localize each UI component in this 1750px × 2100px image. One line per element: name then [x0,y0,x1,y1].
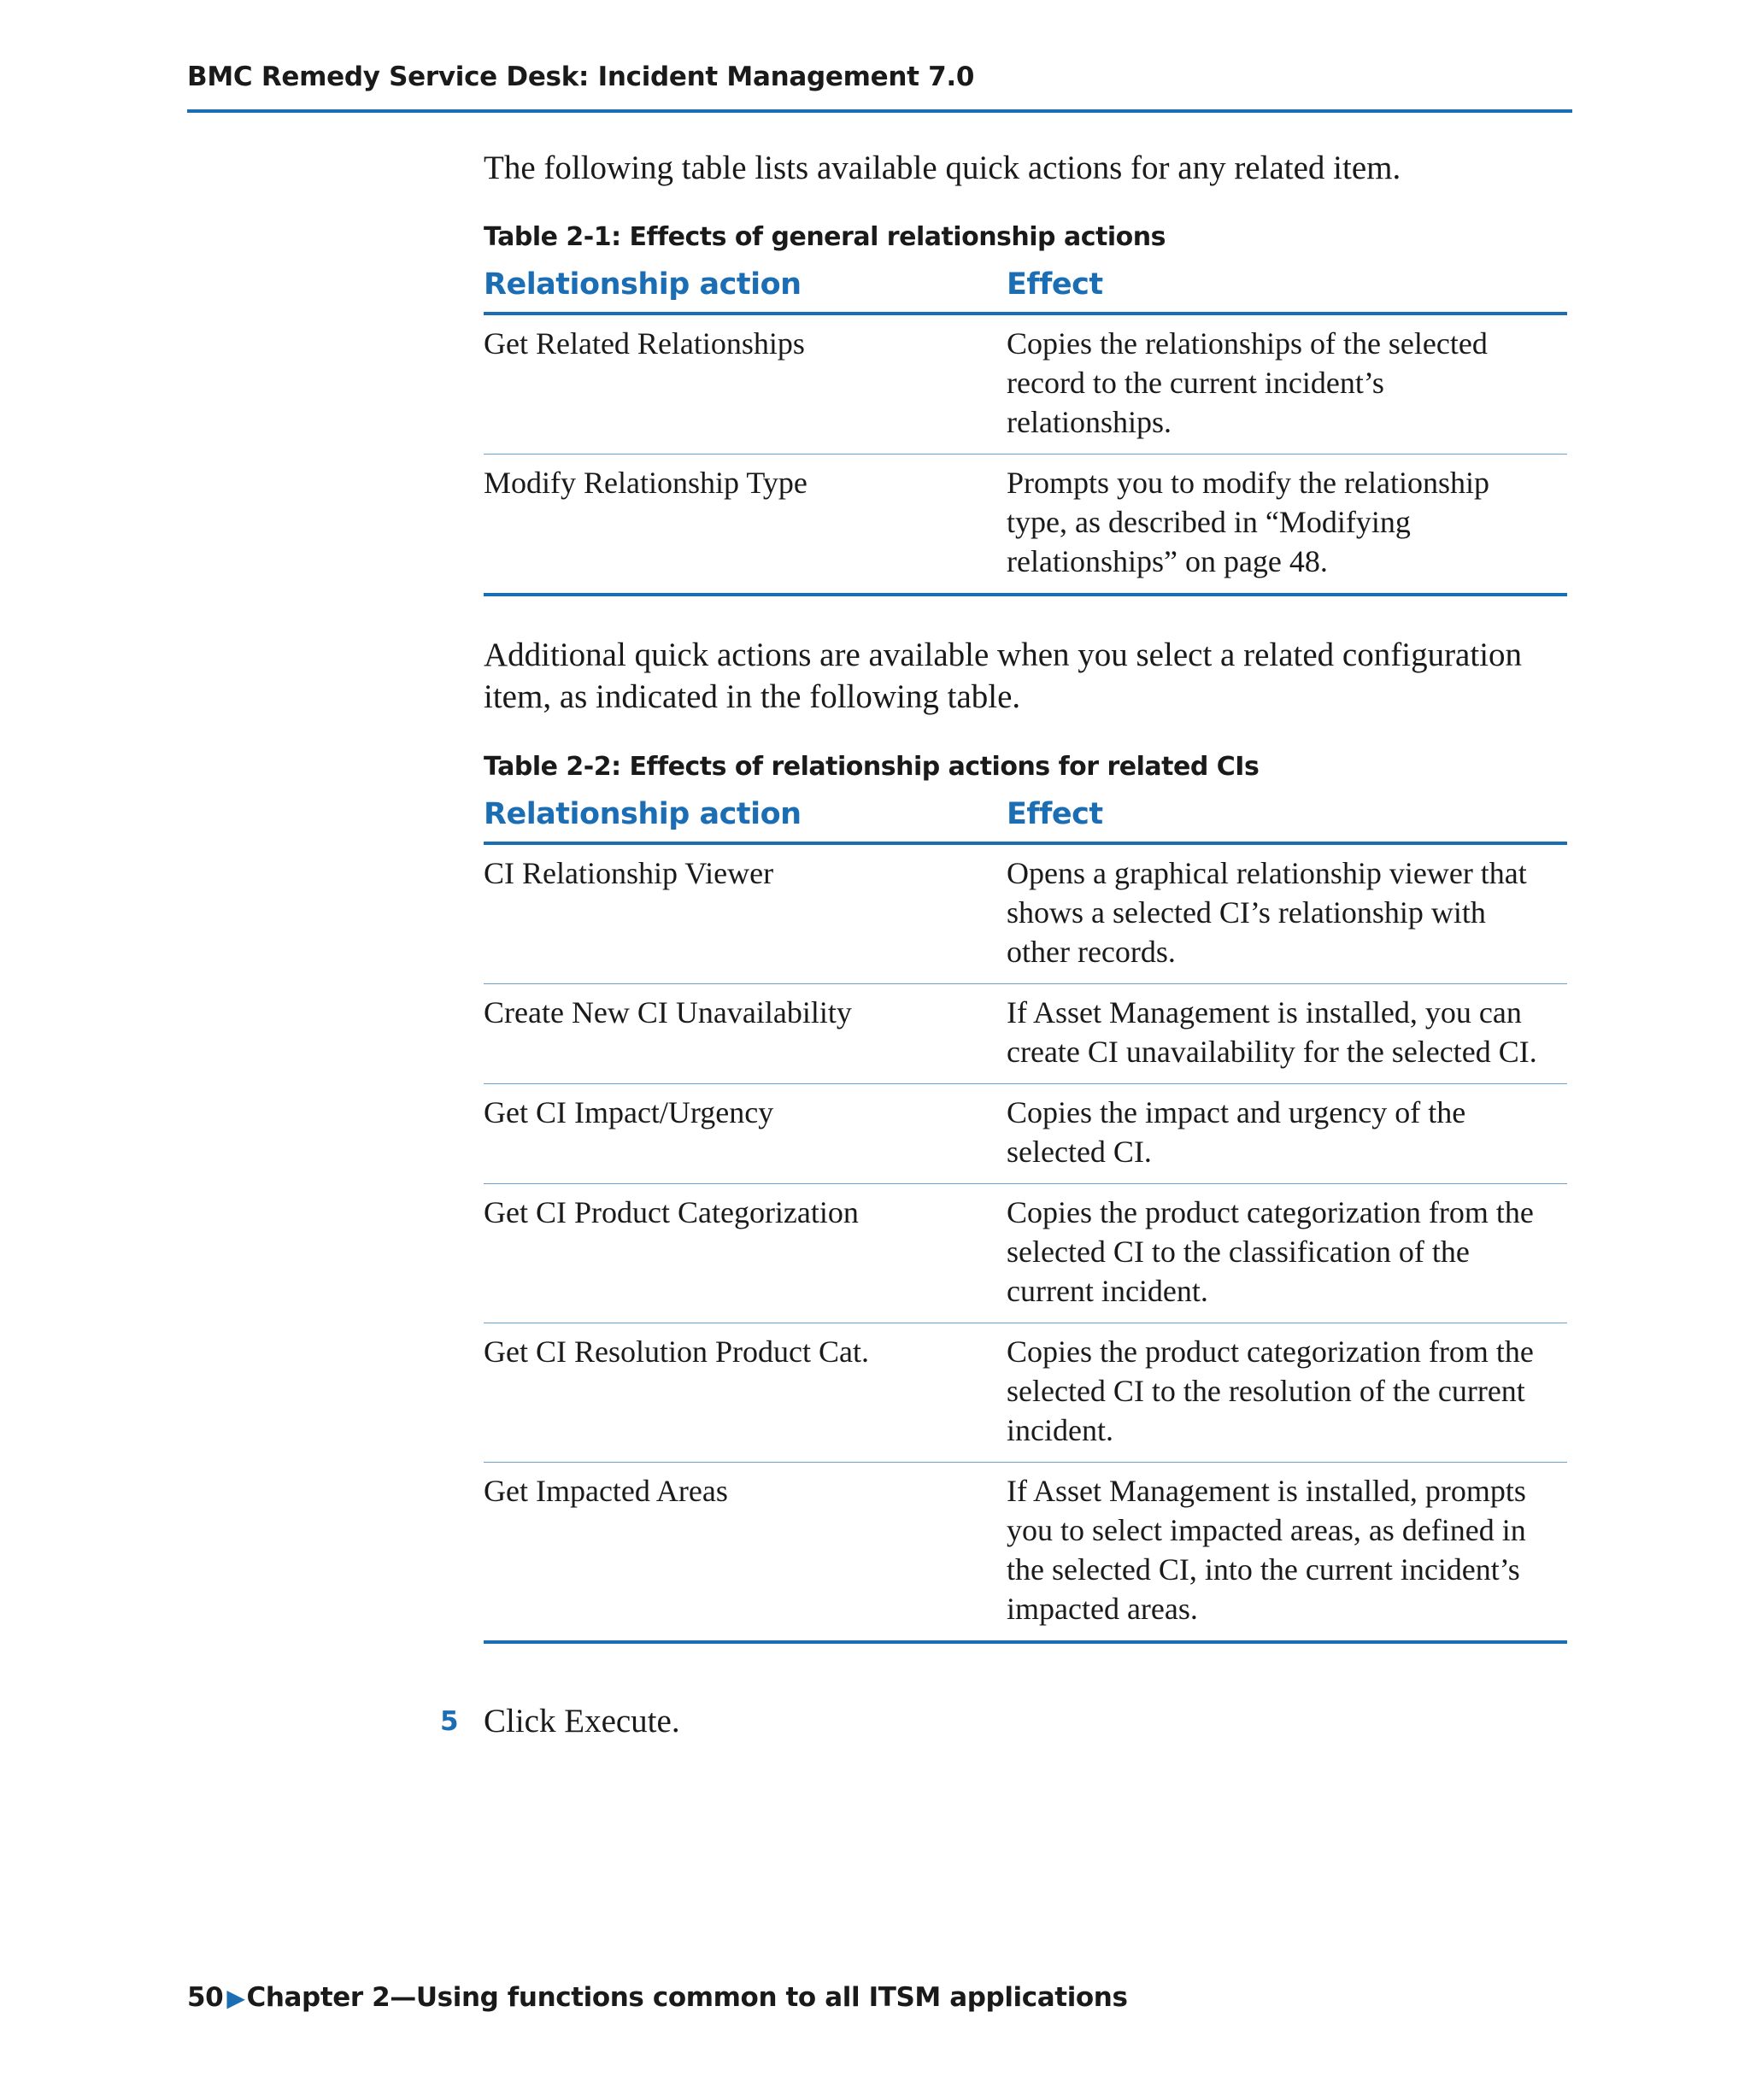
table-row [484,314,1567,455]
table1-header-effect: Effect [1007,267,1567,314]
page-content [484,147,1567,1644]
action-cell: Get CI Product Categorization [484,1184,1007,1323]
action-cell: Get Related Relationships [484,314,1007,455]
action-cell: Get CI Resolution Product Cat. [484,1323,1007,1463]
action-cell: CI Relationship Viewer [484,843,1007,984]
action-cell: Get Impacted Areas [484,1463,1007,1643]
table-row [484,1463,1567,1643]
middle-paragraph: Additional quick actions are available when you select a related configuration item, as indicated in the following table. [484,636,1523,715]
table2-header-effect: Effect [1007,797,1567,843]
table1 [484,267,1567,596]
action-cell: Get CI Impact/Urgency [484,1084,1007,1184]
table-row [484,1323,1567,1463]
running-header: BMC Remedy Service Desk: Incident Management 7.0 [187,62,975,92]
table1-caption: Table 2-1: Effects of general relationship actions [484,222,1166,252]
step-text: Click Execute. [484,1703,680,1739]
effect-cell: If Asset Management is installed, prompts you to select impacted areas, as defined in the selected CI, into the current incident’s impacted areas. [1007,1463,1567,1643]
right-triangle-icon: ▶ [226,1984,245,2012]
table2-caption: Table 2-2: Effects of relationship actions for related CIs [484,752,1260,782]
table2-header-action: Relationship action [484,797,1007,843]
action-cell: Modify Relationship Type [484,455,1007,595]
page-number: 50 [187,1982,224,2013]
table-row [484,984,1567,1084]
table-row [484,1084,1567,1184]
effect-cell: Copies the product categorization from the selected CI to the resolution of the current incident. [1007,1323,1567,1463]
page-footer [187,1982,1128,2013]
effect-cell: Copies the product categorization from the selected CI to the classification of the current incident. [1007,1184,1567,1323]
table-row [484,843,1567,984]
step-number: 5 [440,1706,459,1737]
chapter-title: Chapter 2—Using functions common to all ITSM applications [246,1982,1128,2013]
effect-cell: Opens a graphical relationship viewer that shows a selected CI’s relationship with other records. [1007,843,1567,984]
action-cell: Create New CI Unavailability [484,984,1007,1084]
table-row [484,1184,1567,1323]
table2-header-row [484,797,1567,843]
effect-cell: Prompts you to modify the relationship type, as described in “Modifying relationships” on page 48. [1007,455,1567,595]
table2 [484,797,1567,1644]
intro-paragraph: The following table lists available quick actions for any related item. [484,150,1401,186]
header-rule [187,109,1572,113]
table1-header-row [484,267,1567,314]
effect-cell: Copies the relationships of the selected record to the current incident’s relationships. [1007,314,1567,455]
effect-cell: Copies the impact and urgency of the selected CI. [1007,1084,1567,1184]
table1-header-action: Relationship action [484,267,1007,314]
table-row [484,455,1567,595]
effect-cell: If Asset Management is installed, you can create CI unavailability for the selected CI. [1007,984,1567,1084]
